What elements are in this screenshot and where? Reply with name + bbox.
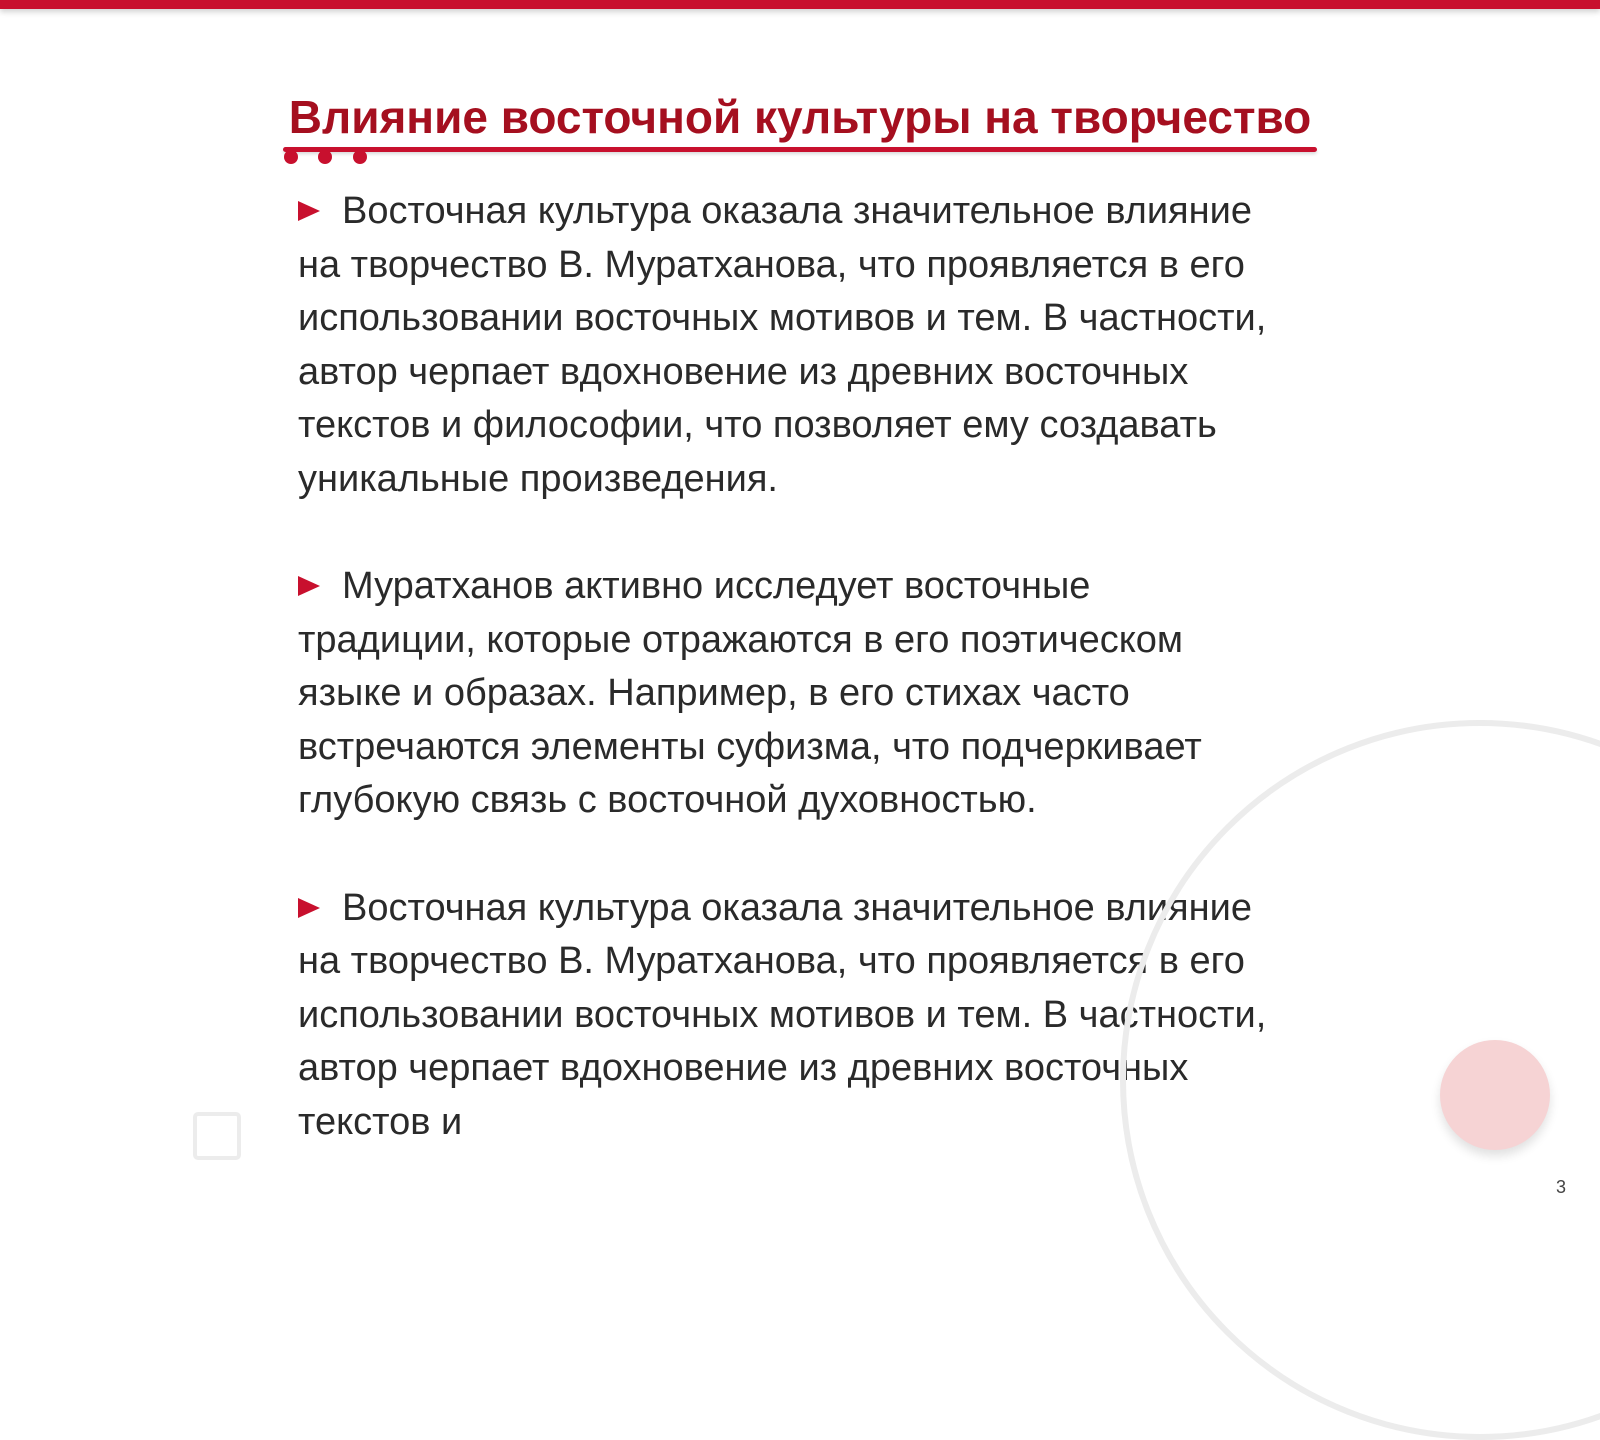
paragraph-text: Восточная культура оказала значительное влияние на творчество В. Муратханова, что проявляется в его использовании восточных мотивов и тем. В частности, автор черпает вдохновение из древних восточных текстов и	[298, 886, 1267, 1143]
page-number: 3	[1556, 1177, 1567, 1197]
triangle-bullet-icon	[298, 576, 320, 596]
top-accent-bar	[0, 0, 1600, 9]
slide-title: Влияние восточной культуры на творчество	[288, 91, 1312, 143]
title-dot-icon	[353, 150, 367, 164]
title-dot-icon	[318, 150, 332, 164]
paragraph-text: Восточная культура оказала значительное влияние на творчество В. Муратханова, что проявляется в его использовании восточных мотивов и тем. В частности, автор черпает вдохновение из древних восточных текстов и философии, что позволяет ему создавать уникальные произведения.	[298, 190, 1267, 500]
paragraph-text: Муратханов активно исследует восточные традиции, которые отражаются в его поэтическом языке и образах. Например, в его стихах часто встречаются элементы суфизма, что подчеркивает глубокую связь с восточной духовностью.	[298, 565, 1202, 821]
triangle-bullet-icon	[298, 201, 320, 221]
title-underline	[283, 147, 1317, 152]
bullet-paragraph	[298, 185, 1278, 506]
triangle-bullet-icon	[298, 898, 320, 918]
title-dot-icon	[284, 150, 298, 164]
decorative-square	[193, 1112, 241, 1160]
bullet-paragraph	[298, 560, 1278, 828]
decorative-pink-circle	[1440, 1040, 1550, 1150]
